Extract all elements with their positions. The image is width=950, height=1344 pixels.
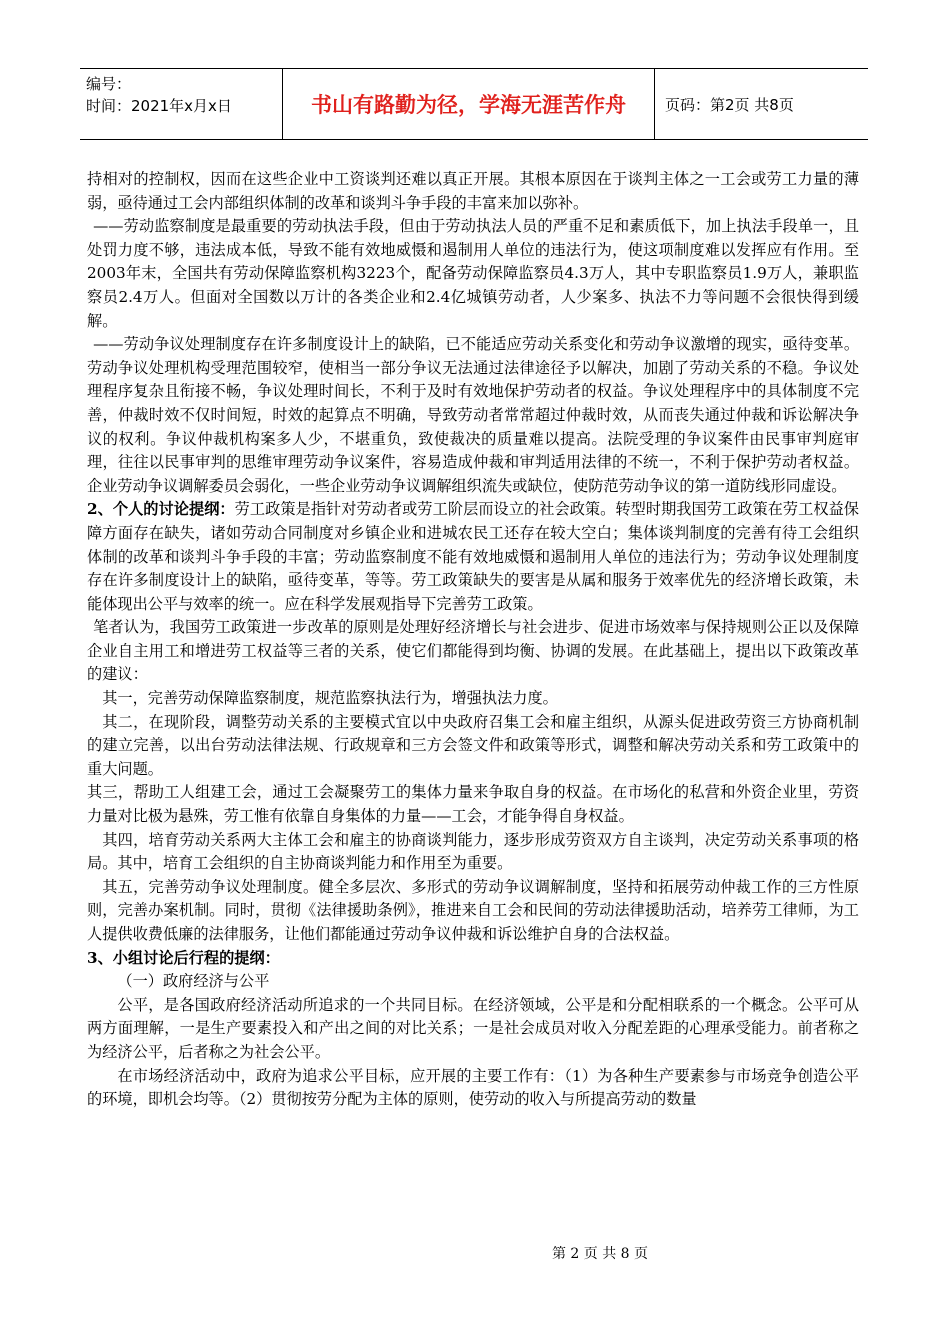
footer-page-number: 第 2 页 共 8 页 xyxy=(551,1246,649,1262)
proposal-item-2: 其二，在现阶段，调整劳动关系的主要模式宜以中央政府召集工会和雇主组织，从源头促进政劳资三方协商机制的建立完善，以出台劳动法律法规、行政规章和三方会签文件和政策等形式，调整和解决劳动关系和劳工政策中的重大问题。 xyxy=(87,712,859,778)
number-label: 编号： xyxy=(86,75,132,93)
section3-heading: 3、小组讨论后行程的提纲： xyxy=(87,948,280,967)
paragraph-dispute-handling: ——劳动争议处理制度存在许多制度设计上的缺陷，已不能适应劳动关系变化和劳动争议激增的现实，亟待变革。劳动争议处理机构受理范围较窄，使相当一部分争议无法通过法律途径予以解决，加剧了劳动关系的不稳。争议处理程序复杂且衔接不畅，争议处理时间长，不利于及时有效地保护劳动者的权益。争议处理程序中的具体制度不完善，仲裁时效不仅时间短，时效的起算点不明确，导致劳动者常常超过仲裁时效，从而丧失通过仲裁和诉讼解决争议的权利。争议仲裁机构案多人少，不堪重负，致使裁决的质量难以提高。法院受理的争议案件由民事审判庭审理，往往以民事审判的思维审理劳动争议案件，容易造成仲裁和审判适用法律的不统一，不利于保护劳动者权益。企业劳动争议调解委员会弱化，一些企业劳动争议调解组织流失或缺位，使防范劳动争议的第一道防线形同虚设。 xyxy=(87,335,859,495)
header-page-info: 页码：第2页 共8页 xyxy=(665,95,794,114)
proposal-item-3: 其三，帮助工人组建工会，通过工会凝聚劳工的集体力量来争取自身的权益。在市场化的私营和外资企业里，劳资力量对比极为悬殊，劳工惟有依靠自身集体的力量——工会，才能争得自身权益。 xyxy=(87,783,859,826)
proposal-item-5: 其五，完善劳动争议处理制度。健全多层次、多形式的劳动争议调解制度，坚持和拓展劳动仲裁工作的三方性原则，完善办案机制。同时，贯彻《法律援助条例》，推进来自工会和民间的劳动法律援助活动，培养劳工律师，为工人提供收费低廉的法律服务，让他们都能通过劳动争议仲裁和诉讼维护自身的合法权益。 xyxy=(87,877,859,943)
time-label: 时间：2021年x月x日 xyxy=(86,97,232,115)
section2-text: 劳工政策是指针对劳动者或劳工阶层而设立的社会政策。转型时期我国劳工政策在劳工权益保障方面存在缺失，诸如劳动合同制度对乡镇企业和进城农民工还存在较大空白；集体谈判制度的完善有待工会组织体制的改革和谈判斗争手段的丰富；劳动监察制度不能有效地威慑和遏制用人单位的违法行为；劳动争议处理制度存在许多制度设计上的缺陷，亟待变革，等等。劳工政策缺失的要害是从属和服务于效率优先的经济增长政策，未能体现出公平与效率的统一。应在科学发展观指导下完善劳工政策。 xyxy=(87,500,859,613)
header-meta xyxy=(80,69,283,139)
proposal-item-1: 其一，完善劳动保障监察制度，规范监察执法行为，增强执法力度。 xyxy=(102,689,558,708)
proposal-item-4: 其四，培育劳动关系两大主体工会和雇主的协商谈判能力，逐步形成劳资双方自主谈判，决定劳动关系事项的格局。其中，培育工会组织的自主协商谈判能力和作用至为重要。 xyxy=(87,830,859,873)
paragraph-continued: 持相对的控制权，因而在这些企业中工资谈判还难以真正开展。其根本原因在于谈判主体之一工会或劳工力量的薄弱，亟待通过工会内部组织体制的改革和谈判斗争手段的丰富来加以弥补。 xyxy=(87,170,859,212)
section3-paragraph-fairness: 公平，是各国政府经济活动所追求的一个共同目标。在经济领域，公平是和分配相联系的一个概念。公平可从两方面理解，一是生产要素投入和产出之间的对比关系；一是社会成员对收入分配差距的心理承受能力。前者称之为经济公平，后者称之为社会公平。 xyxy=(87,995,859,1061)
section3-paragraph-government: 在市场经济活动中，政府为追求公平目标，应开展的主要工作有：（1）为各种生产要素参与市场竞争创造公平的环境，即机会均等。（2）贯彻按劳分配为主体的原则，使劳动的收入与所提高劳动的数量 xyxy=(87,1066,859,1109)
section2-principles: 笔者认为，我国劳工政策进一步改革的原则是处理好经济增长与社会进步、促进市场效率与保持规则公正以及保障企业自主用工和增进劳工权益等三者的关系，使它们都能得到均衡、协调的发展。在此基础上，提出以下政策改革的建议： xyxy=(87,618,859,684)
section2-heading: 2、个人的讨论提纲： xyxy=(87,500,235,519)
document-body xyxy=(87,168,859,1112)
page-footer xyxy=(0,1243,950,1263)
section3-subheading: （一）政府经济与公平 xyxy=(117,972,270,991)
section2-paragraph xyxy=(87,498,859,616)
paragraph-labor-inspection: ——劳动监察制度是最重要的劳动执法手段，但由于劳动执法人员的严重不足和素质低下，加上执法手段单一，且处罚力度不够，违法成本低，导致不能有效地威慑和遏制用人单位的违法行为，使这项制度难以发挥应有作用。至2003年末，全国共有劳动保障监察机构3223个，配备劳动保障监察员4.3万人，其中专职监察员1.9万人，兼职监察员2.4万人。但面对全国数以万计的各类企业和2.4亿城镇劳动者，人少案多、执法不力等问题不会很快得到缓解。 xyxy=(87,217,859,330)
page-header xyxy=(80,68,868,140)
header-motto: 书山有路勤为径，学海无涯苦作舟 xyxy=(283,69,655,139)
